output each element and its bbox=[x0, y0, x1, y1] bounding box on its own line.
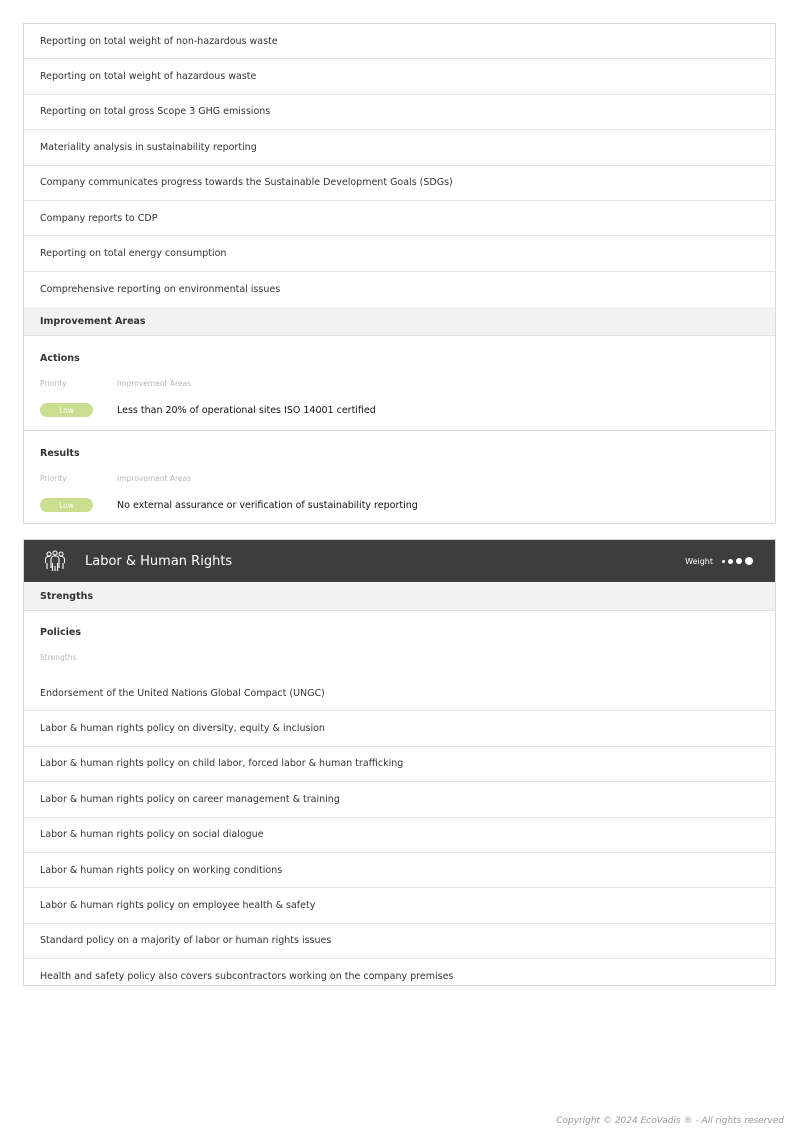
weight-dot bbox=[745, 557, 753, 565]
strength-row bbox=[24, 818, 775, 853]
strengths-heading bbox=[24, 582, 775, 611]
strength-row bbox=[24, 959, 775, 994]
weight-label: Weight bbox=[685, 556, 713, 566]
labor-human-rights-card bbox=[23, 539, 776, 986]
improvement-column-label: Improvement Areas bbox=[117, 474, 192, 484]
strength-text: Company reports to CDP bbox=[40, 212, 158, 224]
theme-title: Labor & Human Rights bbox=[85, 553, 233, 569]
strength-row bbox=[24, 236, 775, 271]
improvement-text: Less than 20% of operational sites ISO 14001 certified bbox=[117, 404, 376, 416]
priority-column-label: Priority bbox=[40, 474, 67, 484]
strength-row bbox=[24, 924, 775, 959]
weight-dot bbox=[736, 558, 742, 564]
actions-title: Actions bbox=[40, 353, 80, 365]
environment-strengths-list bbox=[24, 24, 775, 307]
strength-text: Materiality analysis in sustainability reporting bbox=[40, 141, 257, 153]
column-labels bbox=[24, 653, 76, 662]
labor-strengths-list bbox=[24, 676, 775, 995]
strength-text: Reporting on total gross Scope 3 GHG emissions bbox=[40, 106, 271, 118]
improvement-column-label: Improvement Areas bbox=[117, 379, 192, 389]
weight-dot bbox=[728, 559, 733, 564]
strength-text: Reporting on total energy consumption bbox=[40, 248, 227, 260]
strength-row bbox=[24, 95, 775, 130]
heading-text: Improvement Areas bbox=[40, 315, 146, 327]
environment-card bbox=[23, 23, 776, 524]
strength-row bbox=[24, 166, 775, 201]
strength-text: Endorsement of the United Nations Global Compact (UNGC) bbox=[40, 687, 325, 699]
improvement-areas-heading bbox=[24, 307, 775, 336]
policies-title: Policies bbox=[40, 627, 81, 638]
strength-row bbox=[24, 24, 775, 59]
strength-row bbox=[24, 747, 775, 782]
copyright-footer: Copyright © 2024 EcoVadis ® - All rights reserved bbox=[556, 1116, 784, 1126]
strength-text: Health and safety policy also covers subcontractors working on the company premises bbox=[40, 971, 454, 983]
results-block bbox=[24, 431, 775, 525]
strength-text: Labor & human rights policy on career management & training bbox=[40, 793, 340, 805]
column-labels bbox=[24, 379, 191, 388]
strength-text: Reporting on total weight of hazardous waste bbox=[40, 71, 257, 83]
policies-header bbox=[24, 611, 775, 676]
strength-row bbox=[24, 853, 775, 888]
strength-row bbox=[24, 888, 775, 923]
column-labels bbox=[24, 474, 191, 483]
priority-column-label: Priority bbox=[40, 379, 67, 389]
priority-badge: Low bbox=[40, 403, 93, 417]
results-title: Results bbox=[40, 448, 80, 460]
strength-text: Labor & human rights policy on working conditions bbox=[40, 864, 283, 876]
strength-row bbox=[24, 59, 775, 94]
strength-text: Labor & human rights policy on diversity, equity & inclusion bbox=[40, 723, 325, 735]
strength-row bbox=[24, 272, 775, 307]
strength-text: Labor & human rights policy on child labor, forced labor & human trafficking bbox=[40, 758, 404, 770]
weight-dot bbox=[722, 560, 725, 563]
strength-row bbox=[24, 201, 775, 236]
strength-text: Labor & human rights policy on social dialogue bbox=[40, 829, 264, 841]
weight-indicator bbox=[685, 557, 753, 566]
strength-text: Reporting on total weight of non-hazardous waste bbox=[40, 35, 278, 47]
improvement-row bbox=[40, 403, 376, 417]
theme-header bbox=[24, 540, 775, 582]
strength-text: Comprehensive reporting on environmental issues bbox=[40, 283, 281, 295]
improvement-row bbox=[40, 498, 418, 512]
improvement-text: No external assurance or verification of sustainability reporting bbox=[117, 499, 418, 511]
strength-row bbox=[24, 130, 775, 165]
strength-row bbox=[24, 676, 775, 711]
strength-text: Company communicates progress towards the Sustainable Development Goals (SDGs) bbox=[40, 177, 453, 189]
strength-text: Standard policy on a majority of labor or human rights issues bbox=[40, 935, 332, 947]
strength-row bbox=[24, 782, 775, 817]
strength-text: Labor & human rights policy on employee health & safety bbox=[40, 900, 316, 912]
strength-row bbox=[24, 711, 775, 746]
strengths-column-label: Strengths bbox=[40, 653, 77, 662]
people-group-icon bbox=[43, 549, 67, 573]
actions-block bbox=[24, 336, 775, 431]
heading-text: Strengths bbox=[40, 590, 94, 602]
priority-badge: Low bbox=[40, 498, 93, 512]
